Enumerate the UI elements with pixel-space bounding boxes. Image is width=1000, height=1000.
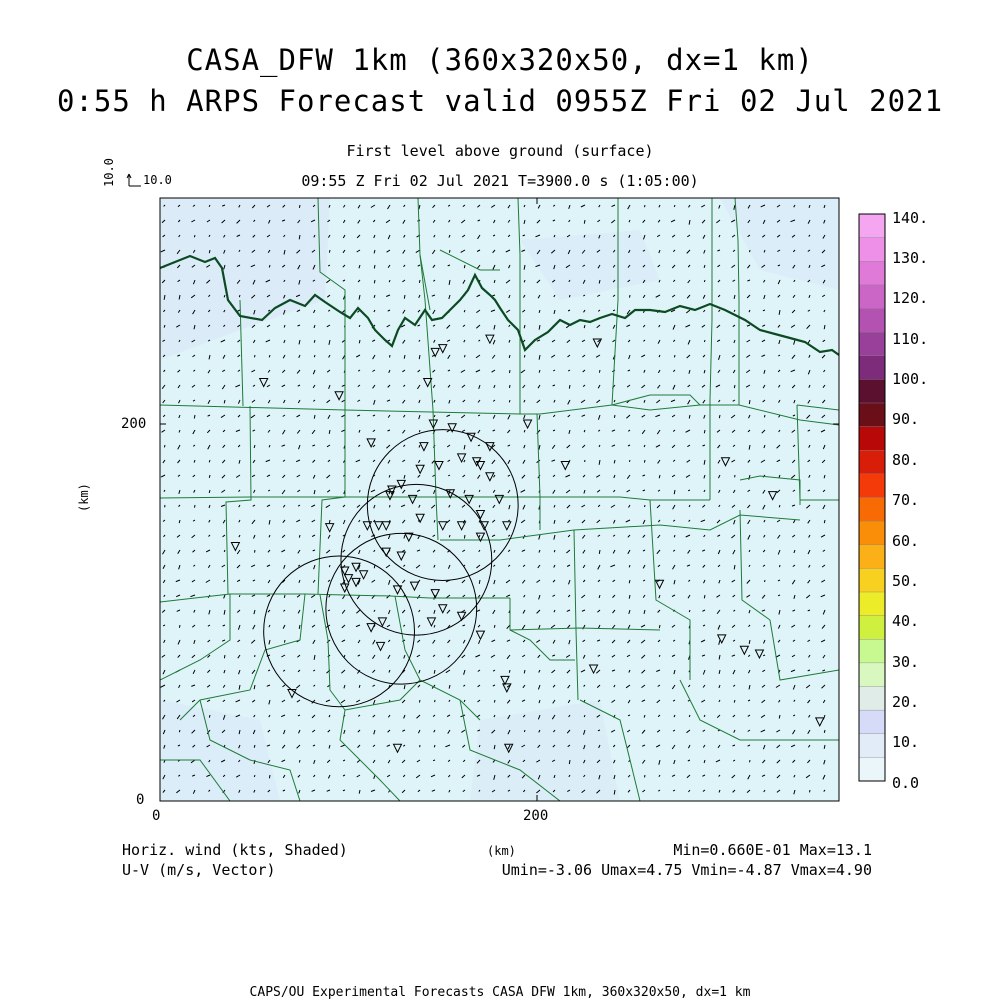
colorbar-label-100: 100. xyxy=(892,370,929,388)
reference-vector xyxy=(127,174,141,186)
colorbar-label-80: 80. xyxy=(892,451,920,469)
level-label: First level above ground (surface) xyxy=(346,142,654,160)
colorbar-swatch xyxy=(859,356,885,380)
colorbar-swatch xyxy=(859,450,885,474)
colorbar-swatch xyxy=(859,687,885,711)
y-tick-0: 0 xyxy=(136,792,145,808)
colorbar-label-30: 30. xyxy=(892,653,920,671)
valid-time-label: 09:55 Z Fri 02 Jul 2021 T=3900.0 s (1:05:00) xyxy=(301,172,699,190)
x-tick-200: 200 xyxy=(523,808,549,824)
colorbar-label-120: 120. xyxy=(892,289,929,307)
y-tick-200: 200 xyxy=(121,416,147,432)
colorbar-swatch xyxy=(859,639,885,663)
colorbar-swatch xyxy=(859,521,885,545)
colorbar-swatch xyxy=(859,309,885,333)
colorbar-label-140: 140. xyxy=(892,209,929,227)
colorbar-swatch xyxy=(859,427,885,451)
colorbar-label-90: 90. xyxy=(892,410,920,428)
colorbar-swatch xyxy=(859,568,885,592)
reference-vector-u-label: 10.0 xyxy=(143,173,172,187)
colorbar-label-70: 70. xyxy=(892,491,920,509)
y-axis-unit: (km) xyxy=(77,483,91,512)
x-axis-unit: (km) xyxy=(487,844,516,858)
colorbar-swatch xyxy=(859,285,885,309)
colorbar-label-110: 110. xyxy=(892,330,929,348)
colorbar-swatch xyxy=(859,757,885,781)
colorbar-label-0: 0.0 xyxy=(892,774,920,792)
colorbar-label-50: 50. xyxy=(892,572,920,590)
min-max-label: Min=0.660E-01 Max=13.1 xyxy=(673,841,872,859)
colorbar-swatch xyxy=(859,474,885,498)
colorbar-swatch xyxy=(859,332,885,356)
colorbar-swatch xyxy=(859,734,885,758)
reference-vector-v-label: 10.0 xyxy=(102,158,116,187)
colorbar-swatch xyxy=(859,710,885,734)
colorbar-swatch xyxy=(859,663,885,687)
figure-subtitle: 0:55 h ARPS Forecast valid 0955Z Fri 02 Jul 2021 xyxy=(56,84,944,118)
vector-field-label: U-V (m/s, Vector) xyxy=(122,861,276,879)
colorbar-label-40: 40. xyxy=(892,612,920,630)
colorbar-label-60: 60. xyxy=(892,532,920,550)
colorbar-swatch xyxy=(859,616,885,640)
colorbar-swatch xyxy=(859,214,885,238)
shaded-field-label: Horiz. wind (kts, Shaded) xyxy=(122,841,348,859)
colorbar-label-20: 20. xyxy=(892,693,920,711)
colorbar-swatch xyxy=(859,403,885,427)
colorbar-swatch xyxy=(859,238,885,262)
colorbar-swatch xyxy=(859,545,885,569)
colorbar-label-10: 10. xyxy=(892,733,920,751)
colorbar-label-130: 130. xyxy=(892,249,929,267)
colorbar-swatch xyxy=(859,261,885,285)
colorbar-swatch xyxy=(859,592,885,616)
colorbar xyxy=(859,214,885,781)
credit-line: CAPS/OU Experimental Forecasts CASA DFW 1km, 360x320x50, dx=1 km xyxy=(249,985,751,1000)
uv-range-label: Umin=-3.06 Umax=4.75 Vmin=-4.87 Vmax=4.90 xyxy=(501,861,872,879)
figure-title: CASA_DFW 1km (360x320x50, dx=1 km) xyxy=(186,43,814,77)
colorbar-swatch xyxy=(859,498,885,522)
x-tick-0: 0 xyxy=(152,808,161,824)
colorbar-swatch xyxy=(859,379,885,403)
